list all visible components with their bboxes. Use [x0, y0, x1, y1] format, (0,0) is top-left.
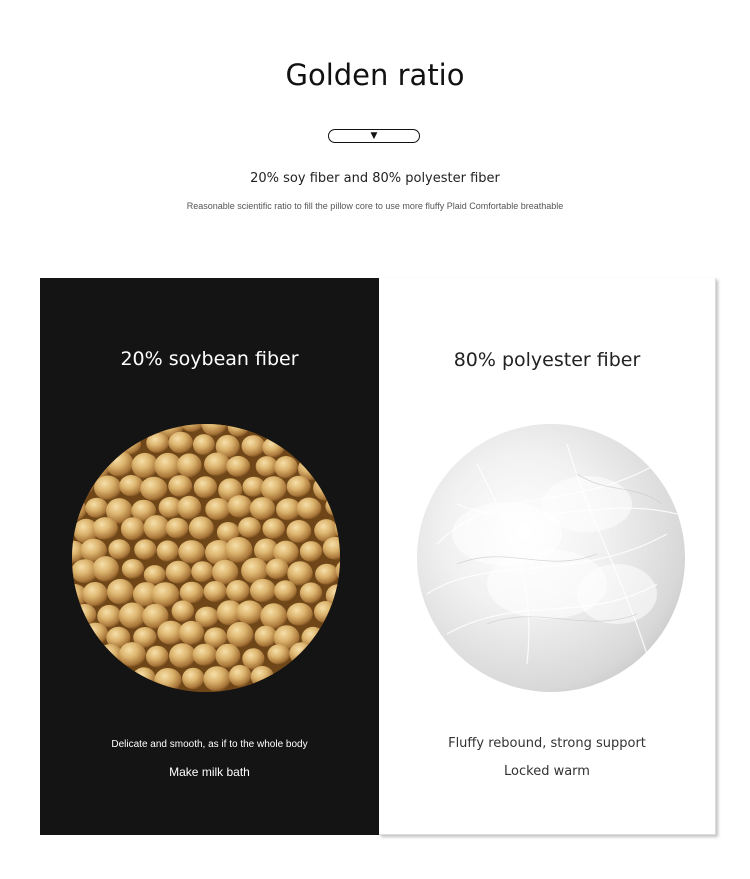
soybean-panel-title: 20% soybean fiber — [120, 348, 299, 370]
soybean — [179, 621, 204, 645]
soybean — [227, 495, 252, 518]
soybean — [96, 431, 120, 453]
polyester-line2: Locked warm — [504, 764, 590, 779]
soybean — [287, 520, 312, 543]
soybean — [287, 476, 311, 497]
soybean — [107, 579, 134, 605]
soybean — [121, 517, 145, 540]
polyester-fiber-photo — [417, 424, 685, 692]
soybean — [72, 435, 98, 459]
soybean — [296, 424, 323, 438]
soybean — [73, 646, 99, 669]
soybean — [94, 476, 121, 500]
soybean — [204, 453, 230, 476]
soybean — [194, 476, 217, 498]
soybean — [182, 668, 204, 690]
soybean — [297, 498, 322, 520]
soybean — [225, 537, 252, 563]
soybean — [132, 667, 156, 690]
polyester-line1: Fluffy rebound, strong support — [448, 736, 646, 751]
soybean — [323, 667, 340, 690]
soybean — [146, 646, 169, 668]
soybean — [93, 556, 119, 582]
soybean — [72, 623, 82, 643]
soybean — [227, 622, 254, 648]
divider-pill — [328, 129, 420, 143]
soybean — [178, 540, 205, 564]
soybean — [140, 477, 167, 501]
soybean — [260, 603, 287, 629]
soybean — [134, 539, 156, 560]
soybean — [144, 565, 166, 584]
soybean — [205, 498, 230, 520]
soybean — [169, 432, 193, 454]
soybean — [122, 559, 144, 579]
soybean — [287, 434, 309, 455]
soybean — [250, 497, 275, 520]
polyester-panel-title: 80% polyester fiber — [453, 349, 641, 371]
soybean — [204, 581, 227, 602]
soybean — [289, 642, 314, 665]
soybean — [119, 642, 146, 667]
soybean-line1: Delicate and smooth, as if to the whole body — [111, 739, 308, 750]
soybean-panel — [40, 278, 379, 835]
soybean — [320, 623, 340, 646]
soybean — [119, 475, 143, 496]
soybean — [72, 474, 94, 495]
page-title: Golden ratio — [285, 58, 465, 92]
soybean — [337, 434, 340, 456]
soybean — [169, 643, 196, 668]
soybean — [315, 648, 338, 669]
soybean — [166, 561, 192, 584]
soybean — [144, 515, 170, 540]
soybean — [274, 580, 297, 601]
soybean — [335, 477, 340, 499]
soybean — [229, 665, 252, 687]
soybean — [267, 644, 290, 664]
soybean — [255, 626, 278, 648]
soybean — [106, 451, 134, 477]
soybean — [92, 517, 118, 540]
soybean — [251, 666, 274, 687]
soybean — [275, 424, 301, 438]
soybean — [105, 424, 131, 434]
soybean — [106, 669, 131, 691]
soybean — [287, 603, 313, 626]
soybean — [108, 539, 130, 559]
soybean — [216, 644, 241, 668]
soybean — [118, 434, 141, 455]
soybean — [177, 453, 202, 477]
soybean — [177, 496, 201, 520]
soybean — [300, 667, 323, 688]
soybean — [313, 475, 340, 500]
soybean — [72, 424, 87, 434]
soybean — [274, 668, 302, 692]
soybeans-illustration — [72, 424, 340, 692]
soybean — [189, 516, 214, 539]
soybean — [166, 518, 189, 539]
soybean — [193, 434, 215, 455]
soybean — [168, 475, 192, 497]
soybean — [311, 432, 336, 456]
soybean — [191, 561, 214, 582]
soybeans-photo — [72, 424, 340, 692]
soybean — [157, 540, 179, 561]
soybean — [172, 600, 195, 621]
ratio-caption: Reasonable scientific ratio to fill the pillow core to use more fluffy Plaid Comfortable breathable — [186, 201, 564, 211]
soybean — [266, 559, 289, 580]
soybean — [226, 456, 250, 477]
soybean — [262, 437, 284, 457]
triangle-down-icon: ▼ — [370, 130, 378, 141]
soybean — [236, 600, 263, 624]
soybean — [132, 453, 159, 478]
soybean — [82, 582, 107, 606]
soybean — [73, 604, 96, 626]
soybean — [300, 582, 322, 603]
soybean — [72, 665, 83, 687]
soybean — [86, 665, 108, 685]
ratio-subtitle: 20% soy fiber and 80% polyester fiber — [250, 171, 500, 186]
soybean — [320, 424, 340, 434]
soybean — [300, 541, 323, 562]
soybean — [242, 435, 266, 457]
soybean — [315, 564, 338, 585]
soybean — [154, 668, 181, 692]
soybean — [83, 424, 108, 437]
soybean — [85, 498, 108, 518]
soybean-line2: Make milk bath — [169, 765, 250, 779]
soybean — [274, 456, 297, 478]
soybean — [192, 644, 217, 666]
soybean — [203, 666, 230, 691]
soybean — [146, 433, 169, 453]
soybean — [72, 455, 85, 481]
soybean — [226, 580, 250, 602]
soybean — [314, 601, 337, 623]
soybean — [337, 600, 340, 622]
polyester-fiber-illustration — [417, 424, 685, 692]
soybean — [334, 645, 340, 668]
soybean — [83, 623, 109, 645]
soybean — [326, 453, 340, 475]
soybean — [250, 579, 276, 602]
soybean — [238, 517, 261, 538]
soybean — [119, 603, 146, 629]
soybean — [262, 518, 285, 539]
soybean — [180, 582, 204, 604]
polyester-panel — [379, 278, 716, 835]
